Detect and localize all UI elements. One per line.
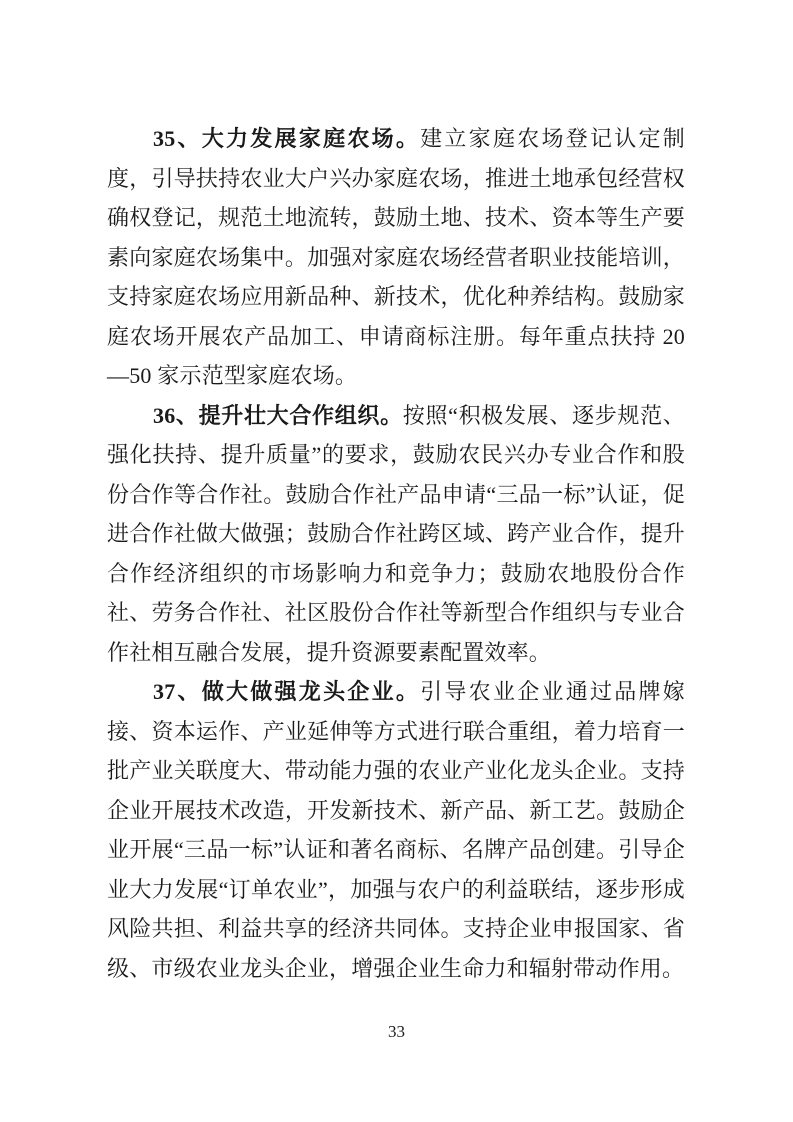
paragraph-35-heading: 35、大力发展家庭农场。	[153, 126, 421, 151]
paragraph-37-heading: 37、做大做强龙头企业。	[153, 679, 421, 704]
paragraph-36-heading: 36、提升壮大合作组织。	[153, 402, 403, 428]
paragraph-36-body: 按照“积极发展、逐步规范、强化扶持、提升质量”的要求，鼓励农民兴办专业合作和股份合作等合作社。鼓励合作社产品申请“三品一标”认证，促进合作社做大做强；鼓励合作社跨区域、跨产业合作，提升合作经济组织的市场影响力和竞争力；鼓励农地股份合作社、劳务合作社、社区股份合作社等新型合作组织与专业合作社相互融合发展，提升资源要素配置效率。	[107, 402, 686, 665]
paragraph-35	[107, 119, 685, 396]
paragraph-36	[107, 396, 685, 673]
paragraph-35-body: 建立家庭农场登记认定制度，引导扶持农业大户兴办家庭农场，推进土地承包经营权确权登记，规范土地流转，鼓励土地、技术、资本等生产要素向家庭农场集中。加强对家庭农场经营者职业技能培训，支持家庭农场应用新品种、新技术，优化种养结构。鼓励家庭农场开展农产品加工、申请商标注册。每年重点扶持 20—50 家示范型家庭农场。	[107, 126, 686, 388]
paragraph-37	[107, 672, 685, 988]
page-number: 33	[388, 1022, 405, 1041]
page-body-text	[107, 119, 685, 988]
paragraph-37-body: 引导农业企业通过品牌嫁接、资本运作、产业延伸等方式进行联合重组，着力培育一批产业关联度大、带动能力强的农业产业化龙头企业。支持企业开展技术改造，开发新技术、新产品、新工艺。鼓励企业开展“三品一标”认证和著名商标、名牌产品创建。引导企业大力发展“订单农业”，加强与农户的利益联结，逐步形成风险共担、利益共享的经济共同体。支持企业申报国家、省级、市级农业龙头企业，增强企业生命力和辐射带动作用。	[107, 679, 686, 981]
